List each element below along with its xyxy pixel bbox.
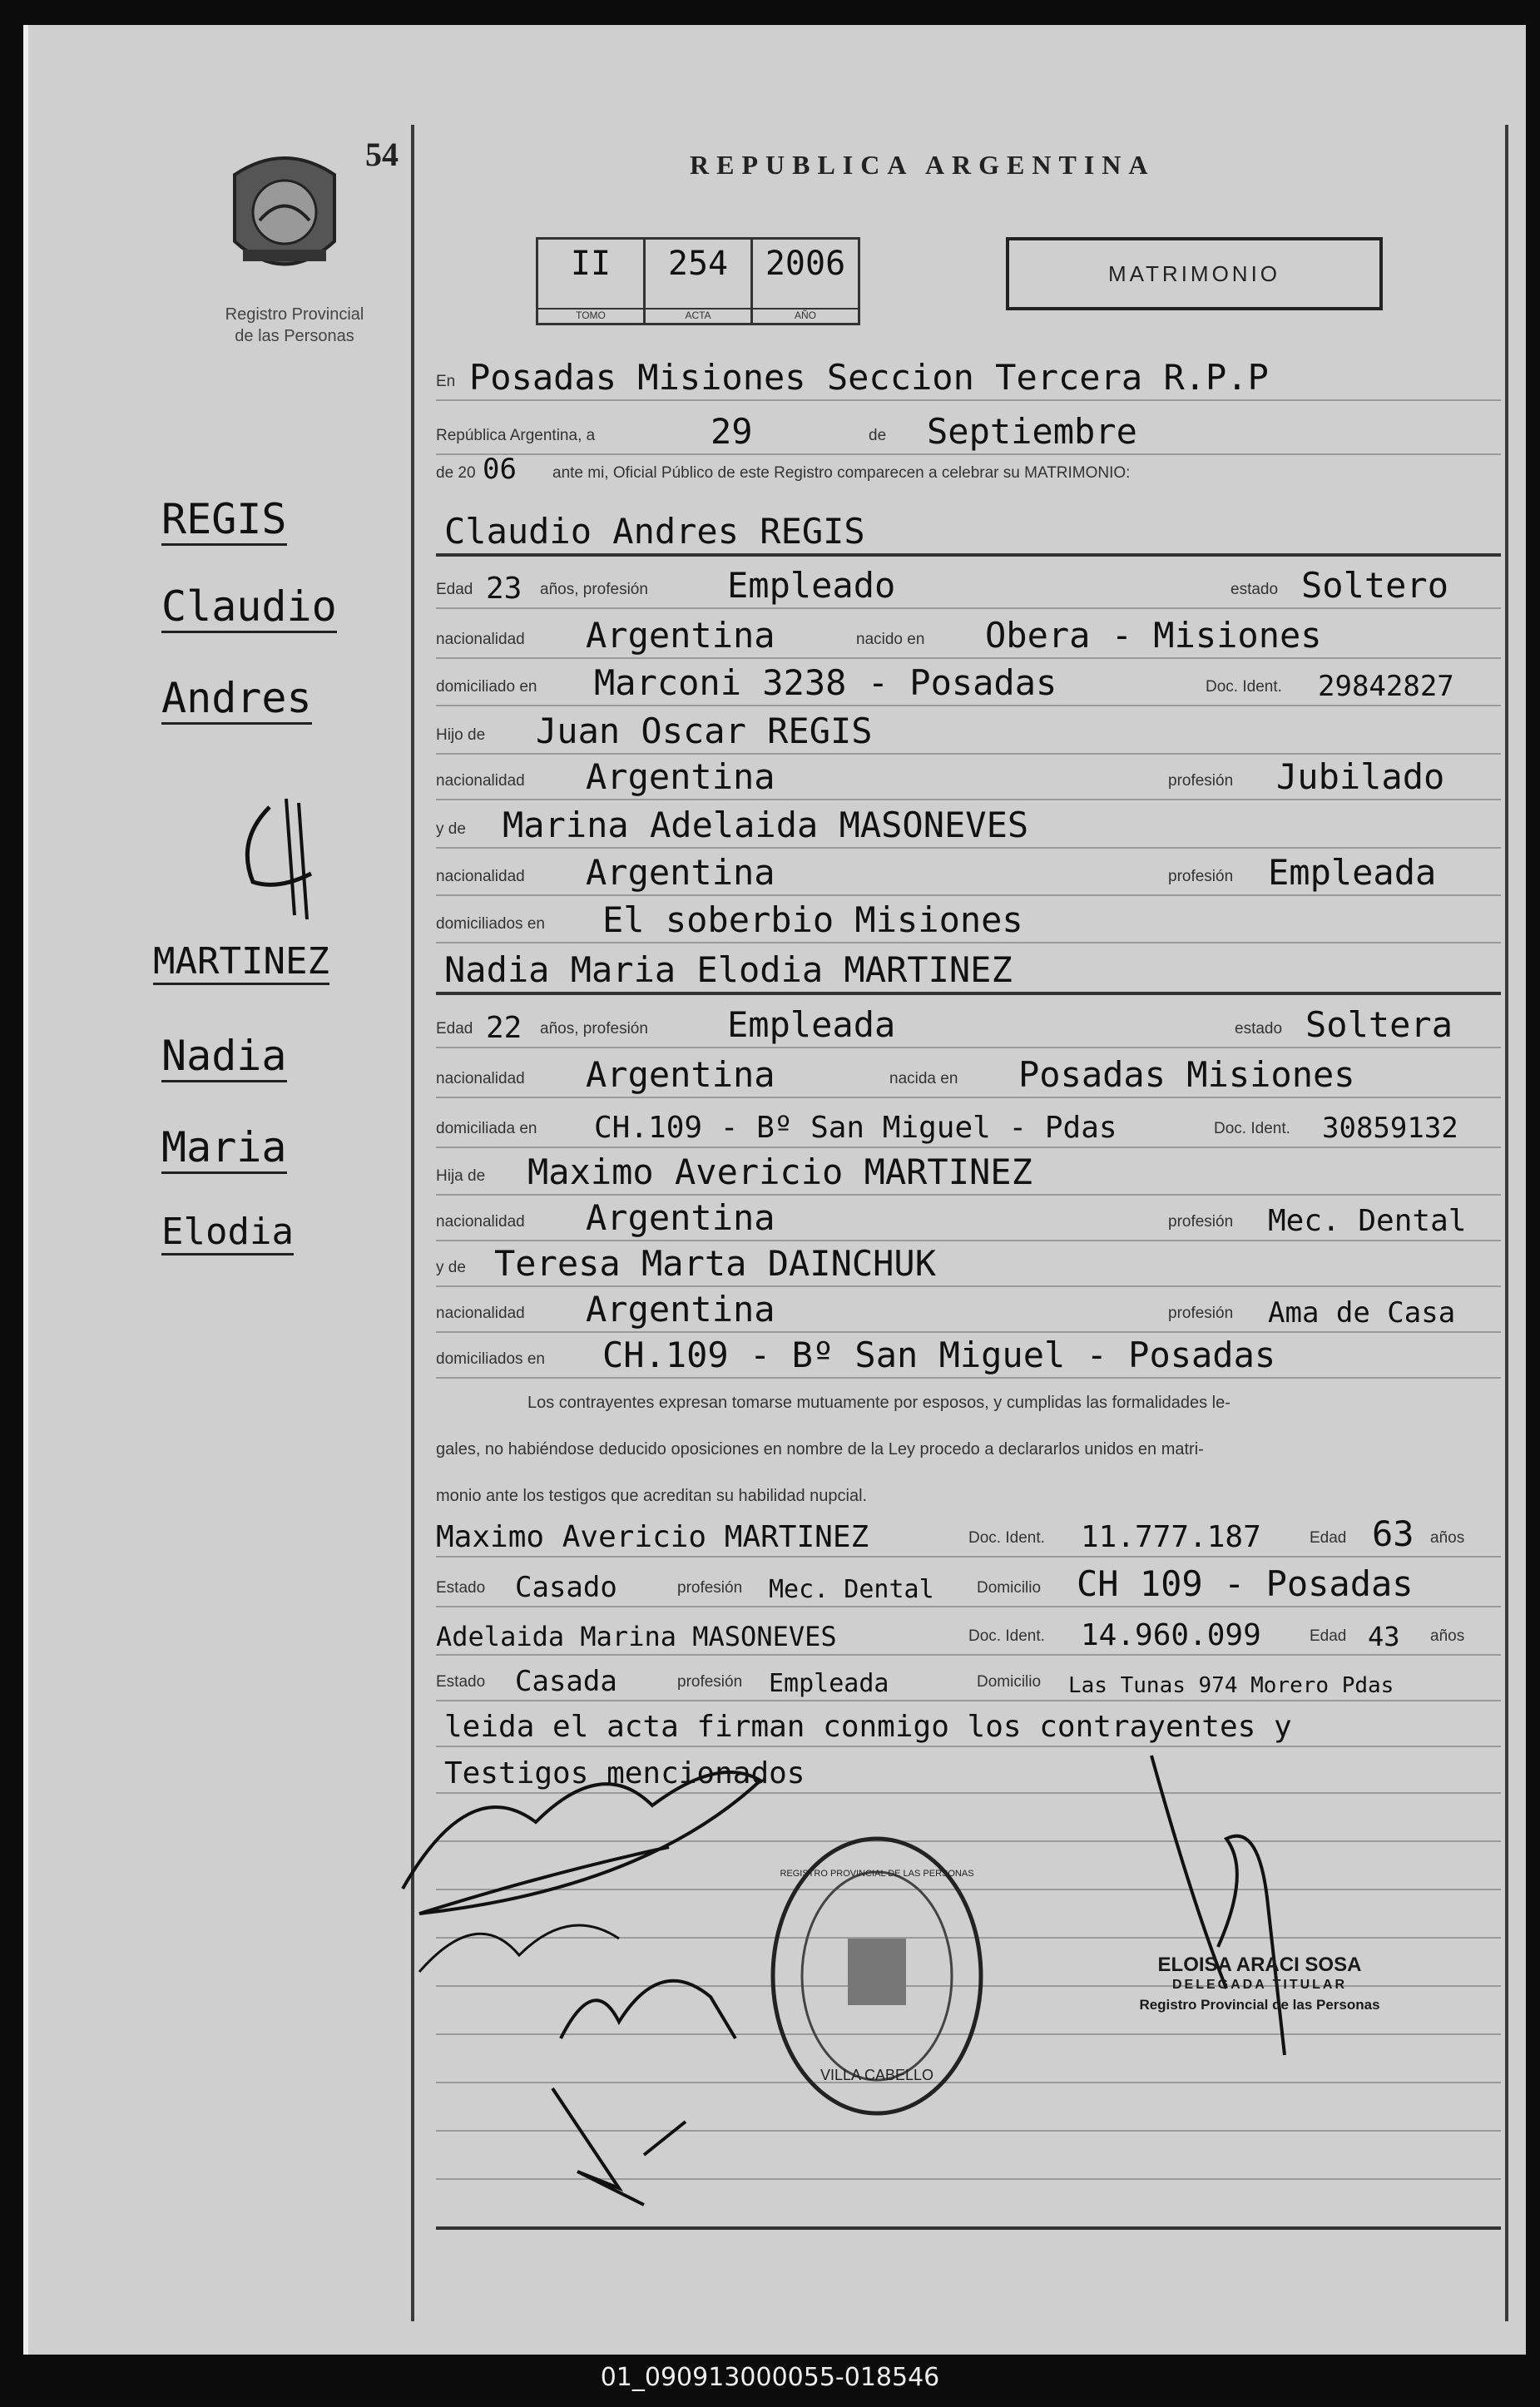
bride-nationality-line: nacionalidad Argentina nacida en Posadas Misiones (436, 1047, 1501, 1098)
witness2-name-line: Adelaida Marina MASONEVES Doc. Ident. 14.960.099 Edad 43 años (436, 1604, 1501, 1656)
groom-address-line: domiciliado en Marconi 3238 - Posadas Doc. Ident. 29842827 (436, 655, 1501, 706)
bride-mother-line: y de Teresa Marta DAINCHUK (436, 1236, 1501, 1287)
margin-bride-given2: Maria (161, 1123, 287, 1174)
right-border (1505, 125, 1508, 2321)
closing-line-2: Testigos mencionados (436, 1744, 1501, 1794)
margin-signature-icon (220, 790, 336, 924)
institution-name: Registro Provincial de las Personas (225, 305, 364, 345)
bride-address-line: domiciliada en CH.109 - Bº San Miguel - Pdas Doc. Ident. 30859132 (436, 1097, 1501, 1148)
margin-groom-given1: Claudio (161, 582, 337, 633)
round-stamp-header-text: REGISTRO PROVINCIAL DE LAS PERSONAS (780, 1869, 974, 1879)
witness2-details-line: Estado Casada profesión Empleada Domicilio Las Tunas 974 Morero Pdas (436, 1652, 1501, 1701)
intro-date-line: República Argentina, a 29 de Septiembre (436, 395, 1501, 455)
bride-father-nat-line: nacionalidad Argentina profesión Mec. Dental (436, 1190, 1501, 1241)
register-page (23, 25, 1526, 2355)
provincial-seal-icon (218, 141, 351, 291)
page-number: 54 (365, 136, 399, 173)
acta-cell: 254 ACTA (646, 240, 753, 323)
official-stamp: ELOISA ARACI SOSA DELEGADA TITULAR Registro Provincial de las Personas (1139, 1954, 1380, 2013)
groom-age-line: Edad 23 años, profesión Empleado estado Soltero (436, 557, 1501, 609)
bride-mother-nat-line: nacionalidad Argentina profesión Ama de Casa (436, 1281, 1501, 1333)
bride-father-line: Hija de Maximo Avericio MARTINEZ (436, 1144, 1501, 1196)
groom-father-nat-line: nacionalidad Argentina profesión Jubilado (436, 749, 1501, 800)
record-type-box: MATRIMONIO (1006, 237, 1383, 310)
round-stamp-text: VILLA CABELLO (820, 2067, 934, 2083)
margin-bride-given1: Nadia (161, 1032, 287, 1082)
groom-name-line: Claudio Andres REGIS (436, 495, 1501, 557)
bride-age-line: Edad 22 años, profesión Empleada estado Soltera (436, 997, 1501, 1048)
footer-id: 01_090913000055-018546 (600, 2363, 940, 2392)
country-header: REPUBLICA ARGENTINA (690, 150, 1156, 180)
groom-father-line: Hijo de Juan Oscar REGIS (436, 703, 1501, 755)
ano-cell: 2006 AÑO (753, 240, 858, 323)
intro-statement-line: de 20 06 ante mi, Oficial Público de este Registro comparecen a celebrar su MATRIMONIO: (436, 453, 1131, 486)
groom-nationality-line: nacionalidad Argentina nacido en Obera - Misiones (436, 607, 1501, 659)
margin-groom-given2: Andres (161, 674, 312, 725)
margin-groom-surname: REGIS (161, 495, 287, 546)
margin-bride-surname: MARTINEZ (153, 940, 329, 985)
witness1-details-line: Estado Casado profesión Mec. Dental Domicilio CH 109 - Posadas (436, 1556, 1501, 1607)
bride-name-line: Nadia Maria Elodia MARTINEZ (436, 940, 1501, 995)
groom-parents-address-line: domiciliados en El soberbio Misiones (436, 892, 1501, 943)
groom-mother-nat-line: nacionalidad Argentina profesión Empleada (436, 844, 1501, 896)
margin-bride-given3: Elodia (161, 1211, 294, 1256)
tomo-cell: II TOMO (538, 240, 646, 323)
official-signature-icon (1127, 1739, 1343, 2088)
registration-box (536, 237, 860, 325)
intro-place-line: En Posadas Misiones Seccion Tercera R.P.P (436, 341, 1501, 401)
legal-text-line-2: gales, no habiéndose deducido oposiciones en nombre de la Ley procedo a declararlos unidos en matri- (436, 1440, 1204, 1459)
legal-text-line-3: monio ante los testigos que acreditan su habilidad nupcial. (436, 1487, 868, 1505)
legal-text-line-1: Los contrayentes expresan tomarse mutuamente por esposos, y cumplidas las formalidades le- (527, 1394, 1231, 1412)
closing-line-1: leida el acta firman conmigo los contrayentes y (436, 1697, 1501, 1747)
bride-parents-address-line: domiciliados en CH.109 - Bº San Miguel - Posadas (436, 1327, 1501, 1379)
groom-mother-line: y de Marina Adelaida MASONEVES (436, 797, 1501, 849)
round-stamp-icon (765, 1830, 989, 2122)
witness1-name-line: Maximo Avericio MARTINEZ Doc. Ident. 11.777.187 Edad 63 años (436, 1504, 1501, 1558)
